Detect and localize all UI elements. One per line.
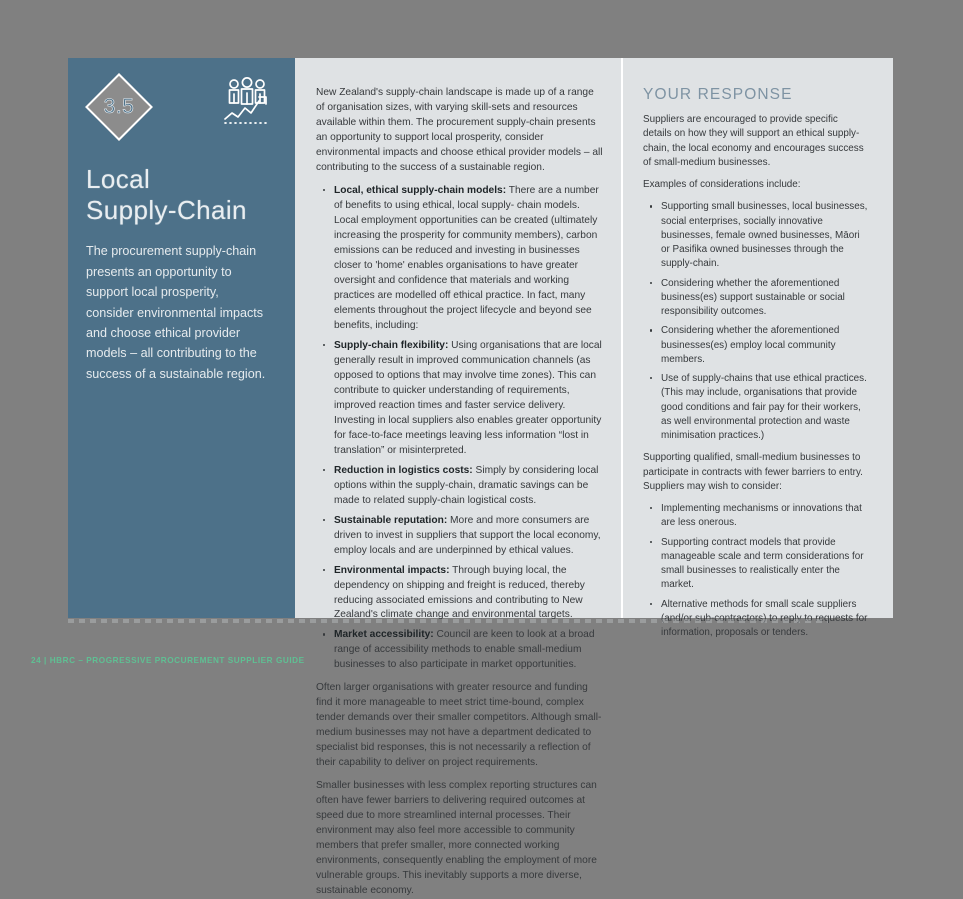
section-sidebar xyxy=(68,58,295,618)
list-item xyxy=(327,628,603,673)
sidebar-header xyxy=(82,70,273,154)
list-item xyxy=(327,514,603,559)
section-title-line1: Local xyxy=(86,164,151,194)
bullet-text: More and more consumers are driven to invest in suppliers that support the local economy, employ locals and are underpinned by ethical values. xyxy=(334,514,601,556)
intro-paragraph: New Zealand's supply-chain landscape is made up of a range of organisation sizes, with varying skill-sets and resources available within them. The procurement supply-chain presents an opportunity to support local prosperity, consider environmental impacts and choose ethical provider models – all contributing to the success of a sustainable region. xyxy=(316,87,603,173)
list-item: Considering whether the aforementioned business(es) support sustainable or social responsibility outcomes. xyxy=(654,277,869,320)
bullet-text: Using organisations that are local generally result in improved communication channels (as opposed to options that may involve time zones). This can contribute to quicker understanding of requirements, improved reaction times and faster service delivery. Investing in local suppliers also enables greater opportunity for face-to-face meetings leaving less information “lost in translation” or misinterpreted. xyxy=(334,339,602,456)
list-item: Alternative methods for small scale suppliers (and/or sub-contractors) to reply to requests for information, proposals or tenders. xyxy=(654,598,869,641)
column-divider xyxy=(621,58,623,618)
section-title-line2: Supply-Chain xyxy=(86,194,247,225)
your-response-heading: YOUR RESPONSE xyxy=(643,86,793,103)
benefits-bullet-list xyxy=(316,184,603,674)
bullet-text: Through buying local, the dependency on shipping and freight is reduced, thereby reducing associated emissions and contributing to New Zealand's climate change and environmental targets. xyxy=(334,564,585,621)
list-item: Considering whether the aforementioned businesses(es) employ local community members. xyxy=(654,324,869,367)
bullet-lead: Environmental impacts: xyxy=(334,564,450,576)
examples-list xyxy=(643,200,869,443)
page-bottom-artifact xyxy=(68,619,828,623)
bullet-text: Council are keen to look at a broad range of accessibility methods to enable small-medium businesses to also participate in market opportunities. xyxy=(334,629,595,671)
section-summary: The procurement supply-chain presents an opportunity to support local prosperity, consider environmental impacts and choose ethical provider models – all contributing to the success of a sustainable region. xyxy=(86,244,266,381)
list-item: Implementing mechanisms or innovations that are less onerous. xyxy=(654,502,869,531)
bullet-lead: Local, ethical supply-chain models: xyxy=(334,184,507,196)
examples-label: Examples of considerations include: xyxy=(643,179,801,190)
section-number-label: 3.5 xyxy=(103,95,135,118)
your-response-column xyxy=(621,58,893,638)
bullet-lead: Reduction in logistics costs: xyxy=(334,464,473,476)
list-item xyxy=(327,184,603,334)
bullet-text: There are a number of benefits to using ethical, local supply- chain models. Local employment opportunities can be created (ultimately increasing the prosperity for community members), carbon emissions can be reduced and investing in businesses closer to 'home' enables organisations to have greater oversight and confidence that materials and working practices are modelled off ethical practice. In fact, many elements throughout the project lifecycle and beyond see benefits, including: xyxy=(334,184,599,331)
list-item: Supporting small businesses, local businesses, social enterprises, socially innovative businesses, female owned businesses, Māori or Pasifika owned businesses through the supply-chain. xyxy=(654,200,869,271)
people-growth-chart-icon xyxy=(221,76,273,128)
response-intro: Suppliers are encouraged to provide specific details on how they will support an ethical supply-chain, the local economy and encourages success of small-medium businesses. xyxy=(643,114,864,168)
list-item: Use of supply-chains that use ethical practices. (This may include, organisations that provide good conditions and fair pay for their workers, as well environmental protection and waste minimisation practices.) xyxy=(654,372,869,443)
list-item xyxy=(327,564,603,624)
list-item xyxy=(327,339,603,459)
bullet-lead: Supply-chain flexibility: xyxy=(334,339,449,351)
bullet-lead: Sustainable reputation: xyxy=(334,514,448,526)
page-footer: 24 | HBRC – PROGRESSIVE PROCUREMENT SUPPLIER GUIDE xyxy=(31,656,305,665)
closing-paragraph-1: Often larger organisations with greater resource and funding find it more manageable to meet strict time-bound, complex tender demands over their smaller competitors. Although small-medium businesses may not have a department dedicated to specialist bid responses, this is not necessarily a reflection of their capability to deliver on project requirements. xyxy=(316,682,602,769)
section-number-badge xyxy=(82,70,156,144)
closing-paragraph-2: Smaller businesses with less complex reporting structures can often have fewer barriers to delivering required outcomes at speed due to more streamlined internal processes. Their environment may also feel more accessible to community members that prefer smaller, more connected working environments, consequently enabling the employment of more vulnerable groups. This inevitably supports a more diverse, sustainable economy. xyxy=(316,780,597,897)
considerations-intro: Supporting qualified, small-medium businesses to participate in contracts with fewer barriers to entry. Suppliers may wish to consider: xyxy=(643,452,863,492)
main-content-column xyxy=(295,58,621,897)
list-item xyxy=(327,464,603,509)
bullet-text: Simply by considering local options within the supply-chain, dramatic savings can be made to related supply-chain logistical costs. xyxy=(334,464,599,506)
list-item: Supporting contract models that provide manageable scale and term considerations for small businesses to realistically enter the market. xyxy=(654,536,869,593)
bullet-lead: Market accessibility: xyxy=(334,629,434,641)
section-title xyxy=(86,164,273,225)
